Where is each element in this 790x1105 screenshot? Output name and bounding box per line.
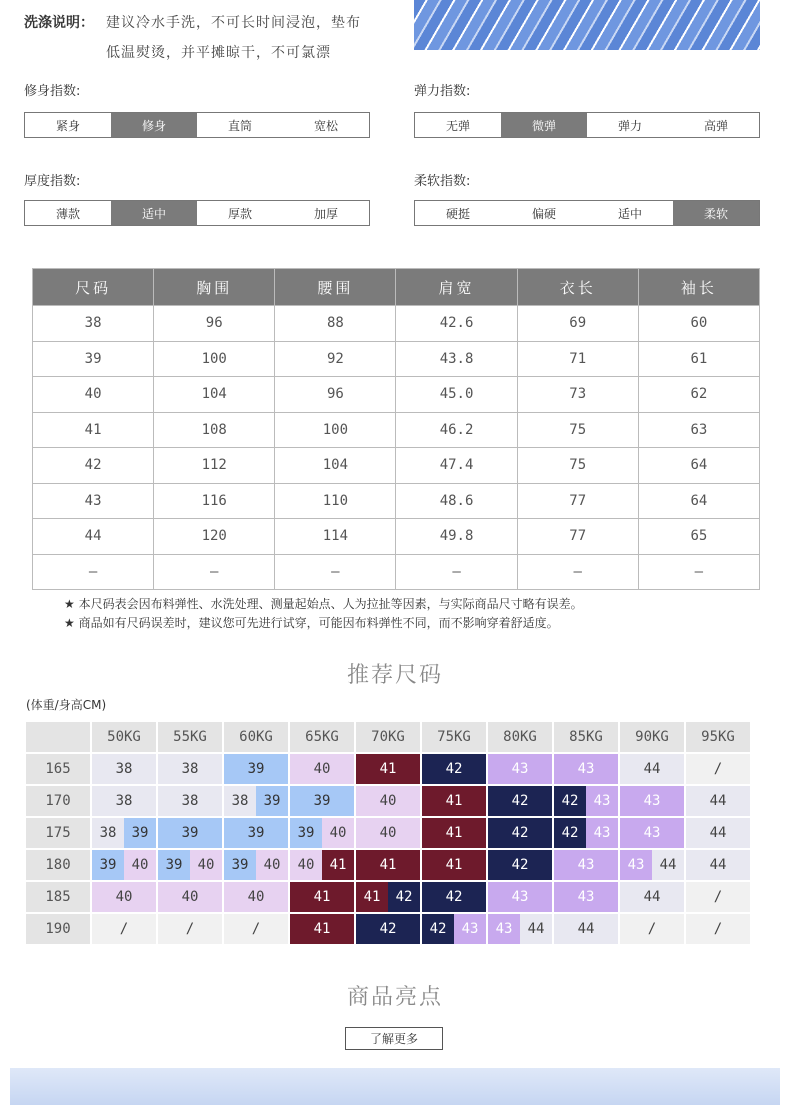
recommend-size-value: 44 (520, 914, 552, 944)
elasticity-option: 无弹 (445, 118, 470, 133)
table-row (33, 483, 760, 519)
recommend-size-value: 43 (488, 914, 520, 944)
recommend-cell: 44 (620, 882, 684, 912)
header-size: 尺码 (33, 269, 154, 306)
recommend-split-cell (224, 786, 288, 816)
size-table (32, 268, 760, 590)
height-label: 180 (26, 850, 90, 880)
recommend-cell: 41 (356, 850, 420, 880)
weight-header: 50KG (92, 722, 156, 752)
height-label: 175 (26, 818, 90, 848)
recommend-row (26, 786, 750, 816)
recommend-cell: 42 (422, 754, 486, 784)
table-cell: 77 (517, 483, 638, 519)
recommend-cell: / (686, 882, 750, 912)
recommend-size-value: 40 (290, 850, 322, 880)
recommend-row (26, 914, 750, 944)
thickness-option: 厚款 (227, 206, 252, 221)
recommend-cell: 41 (422, 850, 486, 880)
thickness-index-bar (24, 200, 370, 226)
recommend-cell: 44 (686, 786, 750, 816)
recommend-cell (488, 914, 552, 944)
table-cell: 47.4 (396, 448, 517, 484)
fit-option: 宽松 (313, 118, 338, 133)
weight-header: 60KG (224, 722, 288, 752)
table-cell: 62 (638, 377, 759, 413)
recommend-split-cell (92, 850, 156, 880)
recommend-size-value: 41 (322, 850, 354, 880)
recommend-cell (290, 818, 354, 848)
table-cell: 104 (154, 377, 275, 413)
recommend-cell: 38 (92, 754, 156, 784)
size-table-header-row (33, 269, 760, 306)
table-cell: 42 (33, 448, 154, 484)
table-cell: 75 (517, 448, 638, 484)
table-row (33, 554, 760, 590)
table-cell: 108 (154, 412, 275, 448)
recommend-cell (620, 850, 684, 880)
table-cell: 64 (638, 483, 759, 519)
recommend-split-cell (290, 850, 354, 880)
recommend-cell: 43 (488, 882, 552, 912)
table-cell: 44 (33, 519, 154, 555)
recommend-cell (224, 850, 288, 880)
thickness-option: 薄款 (55, 206, 80, 221)
recommend-weight-row (26, 722, 750, 752)
recommend-row (26, 754, 750, 784)
recommend-size-value: 42 (422, 914, 454, 944)
recommend-split-cell (620, 850, 684, 880)
table-row (33, 519, 760, 555)
product-image-preview (10, 1068, 780, 1105)
table-cell: – (154, 554, 275, 590)
table-cell: – (275, 554, 396, 590)
recommend-cell: / (224, 914, 288, 944)
table-cell: 96 (154, 306, 275, 342)
softness-index-label: 柔软指数: (414, 174, 471, 189)
table-cell: 110 (275, 483, 396, 519)
size-table-body (33, 306, 760, 590)
recommend-cell (356, 882, 420, 912)
table-cell: 38 (33, 306, 154, 342)
recommend-cell: 42 (488, 850, 552, 880)
softness-option: 柔软 (673, 201, 759, 225)
table-cell: 43.8 (396, 341, 517, 377)
recommend-size-value: 42 (554, 786, 586, 816)
table-cell: – (33, 554, 154, 590)
recommend-cell: 40 (356, 818, 420, 848)
recommend-cell: 44 (686, 850, 750, 880)
recommend-split-cell (290, 818, 354, 848)
fit-index-bar (24, 112, 370, 138)
wash-instruction-line-2: 低温熨烫，并平摊晾干，不可氯漂 (106, 45, 331, 61)
recommend-size-value: 39 (256, 786, 288, 816)
recommend-size-value: 39 (92, 850, 124, 880)
recommend-corner-cell (26, 722, 90, 752)
recommend-cell: 41 (356, 754, 420, 784)
recommend-cell: 44 (620, 754, 684, 784)
table-cell: 61 (638, 341, 759, 377)
recommend-size-value: 40 (190, 850, 222, 880)
table-cell: 49.8 (396, 519, 517, 555)
table-row (33, 377, 760, 413)
table-cell: 42.6 (396, 306, 517, 342)
recommend-cell: 39 (158, 818, 222, 848)
recommend-cell (92, 850, 156, 880)
table-row (33, 448, 760, 484)
recommend-cell: 43 (554, 850, 618, 880)
height-label: 185 (26, 882, 90, 912)
table-cell: 73 (517, 377, 638, 413)
recommend-size-value: 40 (322, 818, 354, 848)
recommend-table-body (26, 754, 750, 944)
recommend-cell: / (92, 914, 156, 944)
recommend-cell: 40 (158, 882, 222, 912)
recommend-cell: 40 (290, 754, 354, 784)
weight-header: 75KG (422, 722, 486, 752)
recommend-cell (554, 786, 618, 816)
recommend-cell (224, 786, 288, 816)
fabric-swatch-image (414, 0, 760, 50)
recommend-size-value: 41 (356, 882, 388, 912)
recommend-title: 推荐尺码 (346, 663, 443, 688)
recommend-row (26, 818, 750, 848)
recommend-cell: 42 (422, 882, 486, 912)
header-shoulder: 肩宽 (396, 269, 517, 306)
recommend-split-cell (158, 850, 222, 880)
recommend-size-value: 42 (388, 882, 420, 912)
wash-instruction-line-1: 建议冷水手洗，不可长时间浸泡，垫布 (106, 15, 361, 31)
fit-index-label: 修身指数: (24, 84, 81, 99)
recommend-size-value: 43 (454, 914, 486, 944)
table-cell: 100 (154, 341, 275, 377)
recommend-cell: / (686, 754, 750, 784)
thickness-option: 适中 (111, 201, 197, 225)
elasticity-index-bar (414, 112, 760, 138)
weight-header: 95KG (686, 722, 750, 752)
table-cell: 46.2 (396, 412, 517, 448)
table-cell: 43 (33, 483, 154, 519)
recommend-size-value: 39 (158, 850, 190, 880)
weight-header: 65KG (290, 722, 354, 752)
table-cell: 48.6 (396, 483, 517, 519)
recommend-size-value: 39 (124, 818, 156, 848)
table-cell: 75 (517, 412, 638, 448)
recommend-size-value: 43 (586, 786, 618, 816)
table-cell: 71 (517, 341, 638, 377)
recommend-cell: 44 (554, 914, 618, 944)
recommend-cell: 39 (290, 786, 354, 816)
recommend-split-cell (92, 818, 156, 848)
table-cell: 92 (275, 341, 396, 377)
table-cell: 112 (154, 448, 275, 484)
table-cell: 100 (275, 412, 396, 448)
table-cell: 45.0 (396, 377, 517, 413)
recommend-row (26, 850, 750, 880)
recommend-split-cell (356, 882, 420, 912)
recommend-cell: 40 (92, 882, 156, 912)
recommend-size-value: 40 (124, 850, 156, 880)
table-cell: 69 (517, 306, 638, 342)
fit-option: 紧身 (55, 118, 80, 133)
header-waist: 腰围 (275, 269, 396, 306)
recommend-cell: / (620, 914, 684, 944)
recommend-cell: 43 (488, 754, 552, 784)
table-cell: – (517, 554, 638, 590)
table-cell: 88 (275, 306, 396, 342)
size-note-2: ★ 商品如有尺码误差时，建议您可先进行试穿，可能因布料弹性不同，而不影响穿着舒适度。 (64, 616, 559, 630)
learn-more-button[interactable]: 了解更多 (345, 1027, 443, 1050)
recommend-split-cell (554, 818, 618, 848)
elasticity-option: 弹力 (617, 118, 642, 133)
recommend-cell (422, 914, 486, 944)
recommend-cell: 43 (620, 786, 684, 816)
recommend-size-value: 43 (620, 850, 652, 880)
recommend-cell: 38 (158, 754, 222, 784)
table-cell: 114 (275, 519, 396, 555)
thickness-option: 加厚 (313, 206, 338, 221)
recommend-cell: 41 (290, 914, 354, 944)
elasticity-option: 微弹 (501, 113, 587, 137)
size-note-1: ★ 本尺码表会因布料弹性、水洗处理、测量起始点、人为拉扯等因素，与实际商品尺寸略有误差。 (64, 597, 583, 611)
recommend-split-cell (488, 914, 552, 944)
elasticity-option: 高弹 (703, 118, 728, 133)
header-chest: 胸围 (154, 269, 275, 306)
weight-header: 90KG (620, 722, 684, 752)
recommend-cell: 42 (356, 914, 420, 944)
weight-header: 80KG (488, 722, 552, 752)
recommend-size-value: 44 (652, 850, 684, 880)
recommend-cell: 43 (554, 754, 618, 784)
recommend-size-value: 40 (256, 850, 288, 880)
recommend-cell: 40 (224, 882, 288, 912)
header-length: 衣长 (517, 269, 638, 306)
softness-index-bar (414, 200, 760, 226)
table-cell: 40 (33, 377, 154, 413)
table-cell: 96 (275, 377, 396, 413)
recommend-cell: 41 (422, 818, 486, 848)
height-label: 165 (26, 754, 90, 784)
recommend-cell (554, 818, 618, 848)
recommend-cell: 41 (422, 786, 486, 816)
weight-header: 85KG (554, 722, 618, 752)
recommend-cell: 43 (554, 882, 618, 912)
recommend-size-value: 39 (224, 850, 256, 880)
recommend-size-value: 42 (554, 818, 586, 848)
recommend-table (24, 720, 752, 946)
table-cell: 39 (33, 341, 154, 377)
table-cell: 116 (154, 483, 275, 519)
highlights-title: 商品亮点 (346, 985, 443, 1010)
wash-label: 洗涤说明： (24, 15, 94, 31)
table-cell: 65 (638, 519, 759, 555)
fit-option: 直筒 (227, 118, 252, 133)
table-cell: 63 (638, 412, 759, 448)
fit-option: 修身 (111, 113, 197, 137)
recommend-split-cell (554, 786, 618, 816)
recommend-cell (290, 850, 354, 880)
recommend-cell: 42 (488, 786, 552, 816)
table-cell: 60 (638, 306, 759, 342)
recommend-cell: 40 (356, 786, 420, 816)
header-sleeve: 袖长 (638, 269, 759, 306)
recommend-subtitle: (体重/身高CM) (26, 698, 107, 712)
table-cell: 120 (154, 519, 275, 555)
recommend-cell (158, 850, 222, 880)
recommend-size-value: 39 (290, 818, 322, 848)
recommend-cell: 42 (488, 818, 552, 848)
recommend-cell: 43 (620, 818, 684, 848)
weight-header: 55KG (158, 722, 222, 752)
recommend-row (26, 882, 750, 912)
thickness-index-label: 厚度指数: (24, 174, 81, 189)
recommend-cell: 39 (224, 754, 288, 784)
table-cell: 41 (33, 412, 154, 448)
recommend-size-value: 38 (224, 786, 256, 816)
recommend-size-value: 43 (586, 818, 618, 848)
softness-option: 偏硬 (531, 206, 556, 221)
recommend-cell: 38 (92, 786, 156, 816)
weight-header: 70KG (356, 722, 420, 752)
table-cell: – (396, 554, 517, 590)
table-row (33, 341, 760, 377)
elasticity-index-label: 弹力指数: (414, 84, 471, 99)
height-label: 170 (26, 786, 90, 816)
recommend-cell: / (158, 914, 222, 944)
recommend-cell: / (686, 914, 750, 944)
recommend-cell: 39 (224, 818, 288, 848)
recommend-size-value: 38 (92, 818, 124, 848)
softness-option: 硬挺 (445, 206, 470, 221)
recommend-cell: 41 (290, 882, 354, 912)
height-label: 190 (26, 914, 90, 944)
recommend-split-cell (224, 850, 288, 880)
recommend-cell (92, 818, 156, 848)
table-row (33, 306, 760, 342)
table-cell: – (638, 554, 759, 590)
recommend-cell: 38 (158, 786, 222, 816)
table-row (33, 412, 760, 448)
table-cell: 64 (638, 448, 759, 484)
softness-option: 适中 (617, 206, 642, 221)
table-cell: 104 (275, 448, 396, 484)
table-cell: 77 (517, 519, 638, 555)
recommend-split-cell (422, 914, 486, 944)
recommend-cell: 44 (686, 818, 750, 848)
